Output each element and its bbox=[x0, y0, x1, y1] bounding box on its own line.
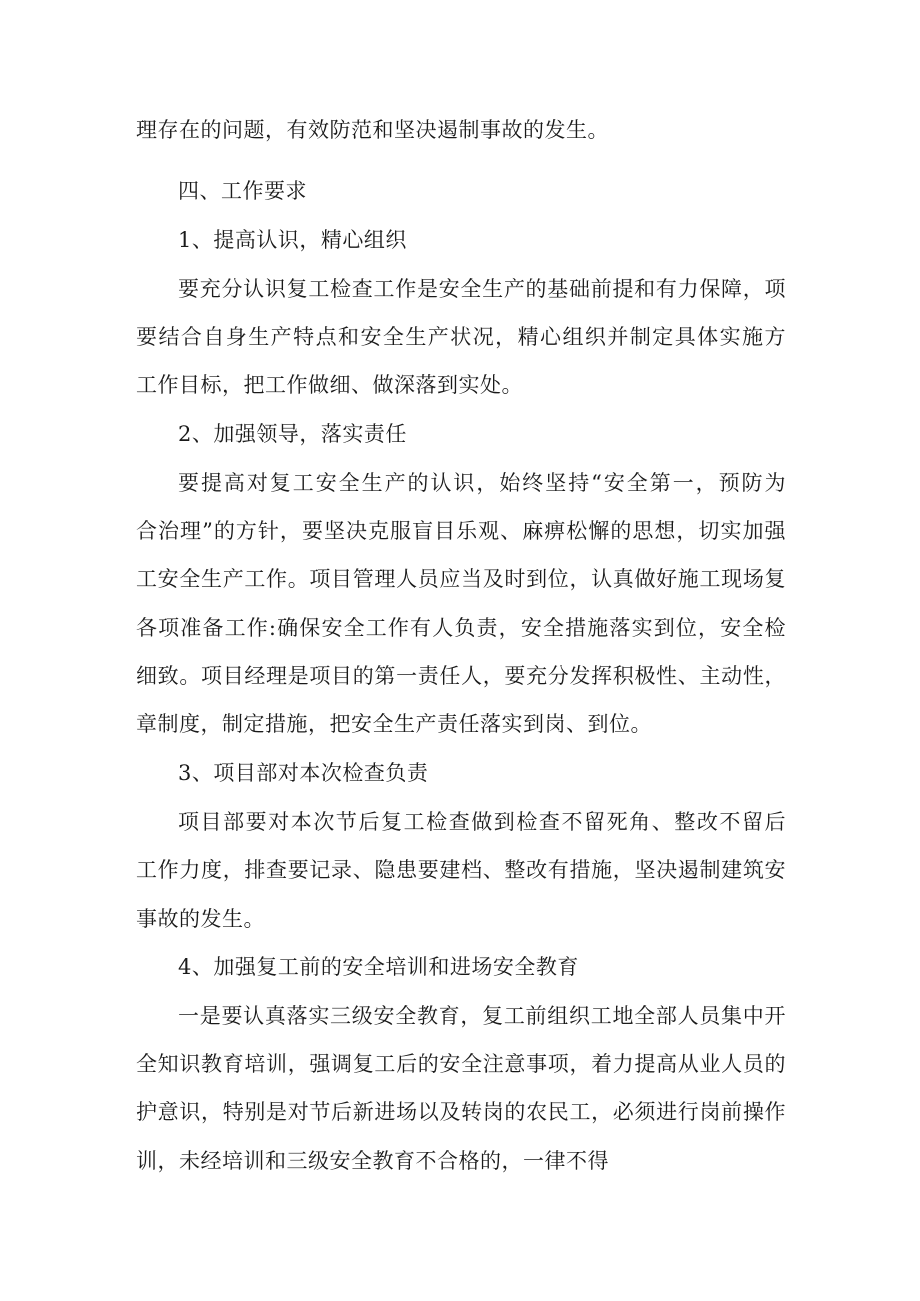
text-line: 工作力度，排查要记录、隐患要建档、整改有措施，坚决遏制建筑安 bbox=[136, 858, 786, 882]
subsection-heading: 3、项目部对本次检查负责 bbox=[178, 761, 429, 785]
text-line: 护意识，特别是对节后新进场以及转岗的农民工，必须进行岗前操作 bbox=[136, 1100, 786, 1124]
text-line: 工安全生产工作。项目管理人员应当及时到位，认真做好施工现场复 bbox=[136, 567, 786, 591]
subsection-heading: 4、加强复工前的安全培训和进场安全教育 bbox=[178, 955, 579, 979]
subsection-heading: 2、加强领导，落实责任 bbox=[178, 422, 407, 446]
text-line: 训，未经培训和三级安全教育不合格的，一律不得 bbox=[136, 1149, 609, 1173]
text-line: 细致。项目经理是项目的第一责任人，要充分发挥积极性、主动性， bbox=[136, 664, 786, 688]
text-line: 事故的发生。 bbox=[136, 907, 265, 931]
text-line: 理存在的问题，有效防范和坚决遏制事故的发生。 bbox=[136, 118, 609, 142]
text-line: 要结合自身生产特点和安全生产状况，精心组织并制定具体实施方 bbox=[136, 325, 786, 349]
text-line: 项目部要对本次节后复工检查做到检查不留死角、整改不留后 bbox=[178, 810, 786, 834]
subsection-heading: 1、提高认识，精心组织 bbox=[178, 228, 407, 252]
text-line: 各项准备工作:确保安全工作有人负责，安全措施落实到位，安全检 bbox=[136, 616, 786, 640]
text-line: 一是要认真落实三级安全教育，复工前组织工地全部人员集中开 bbox=[178, 1004, 786, 1028]
text-line: 工作目标，把工作做细、做深落到实处。 bbox=[136, 373, 523, 397]
text-line: 要提高对复工安全生产的认识，始终坚持“安全第一，预防为 bbox=[178, 471, 786, 495]
section-heading: 四、工作要求 bbox=[178, 179, 307, 203]
text-line: 合治理”的方针，要坚决克服盲目乐观、麻痹松懈的思想，切实加强 bbox=[136, 519, 786, 543]
text-line: 全知识教育培训，强调复工后的安全注意事项，着力提高从业人员的 bbox=[136, 1052, 786, 1076]
text-line: 章制度，制定措施，把安全生产责任落实到岗、到位。 bbox=[136, 712, 652, 736]
text-line: 要充分认识复工检查工作是安全生产的基础前提和有力保障，项 bbox=[178, 277, 786, 301]
